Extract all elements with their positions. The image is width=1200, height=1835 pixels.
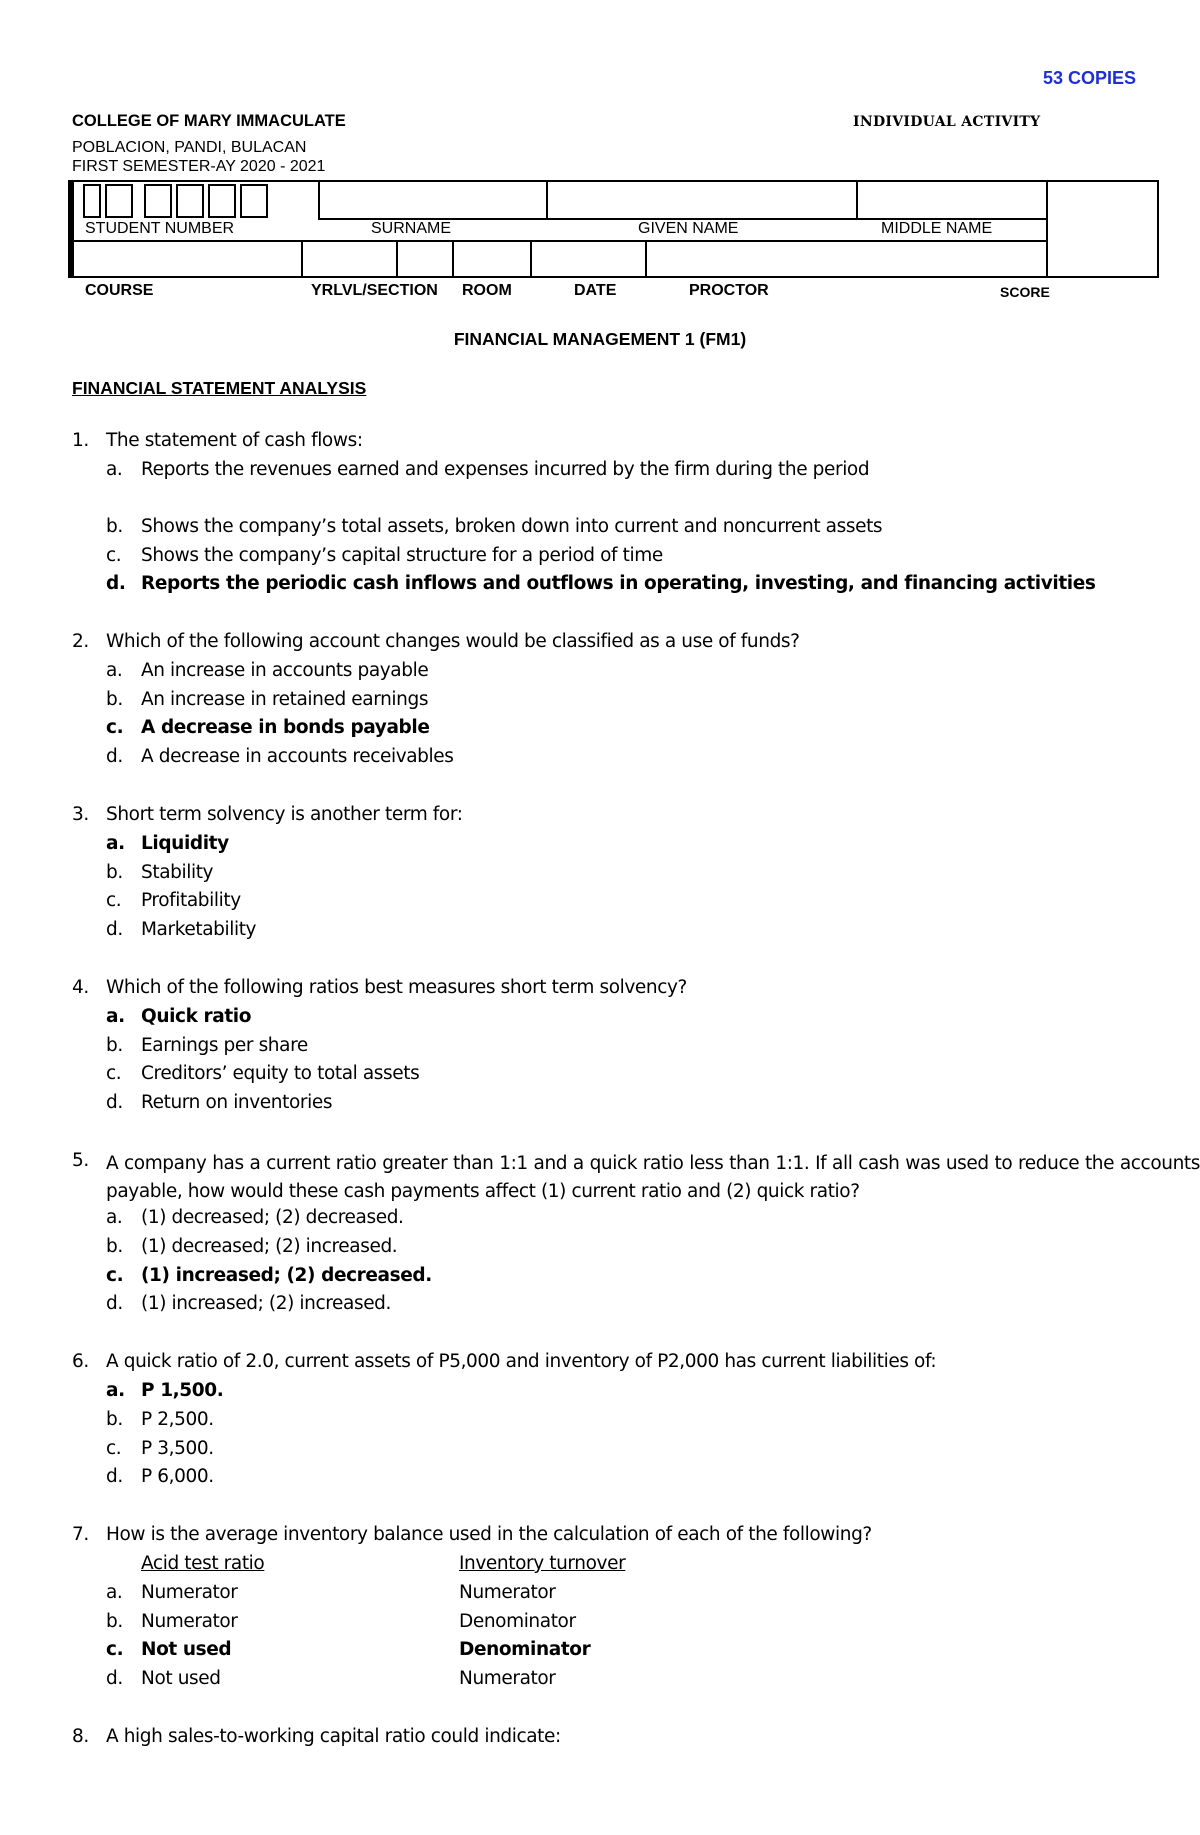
option-text: Numerator	[141, 1611, 238, 1632]
option-text: Not used	[141, 1639, 232, 1660]
middle-name-field-left[interactable]	[856, 182, 858, 219]
question-number: 6.	[72, 1351, 89, 1372]
copies-note: 53 COPIES	[1043, 68, 1137, 88]
question-number: 3.	[72, 804, 89, 825]
room-field-left[interactable]	[452, 240, 454, 276]
option-text: Shows the company’s total assets, broken down into current and noncurrent assets	[141, 516, 883, 537]
option-text: A decrease in bonds payable	[141, 717, 430, 738]
option-letter: a.	[106, 1207, 123, 1228]
question-number: 2.	[72, 631, 89, 652]
question-text: Which of the following account changes would be classified as a use of funds?	[106, 631, 800, 652]
option-text: Return on inventories	[141, 1092, 333, 1113]
option-letter: c.	[106, 890, 122, 911]
option-text: An increase in accounts payable	[141, 660, 429, 681]
option-letter: c.	[106, 1063, 122, 1084]
option-letter: a.	[106, 1582, 123, 1603]
surname-field-left[interactable]	[318, 182, 320, 219]
label-student-number: STUDENT NUMBER	[85, 220, 235, 237]
option-letter: d.	[106, 573, 126, 594]
option-text: Reports the periodic cash inflows and outflows in operating, investing, and financing activities	[141, 573, 1096, 594]
question-number: 8.	[72, 1726, 89, 1747]
student-number-digit-box[interactable]	[105, 184, 133, 218]
label-middle-name: MIDDLE NAME	[881, 220, 993, 237]
option-text: P 2,500.	[141, 1409, 214, 1430]
option-letter: a.	[106, 459, 123, 480]
option-text: Reports the revenues earned and expenses incurred by the firm during the period	[141, 459, 870, 480]
option-text: Creditors’ equity to total assets	[141, 1063, 420, 1084]
student-number-digit-box[interactable]	[208, 184, 236, 218]
question-text: How is the average inventory balance used in the calculation of each of the following?	[106, 1524, 872, 1545]
label-course: COURSE	[85, 282, 154, 299]
question-text: The statement of cash flows:	[106, 430, 363, 451]
option-letter: b.	[106, 1611, 123, 1632]
option-letter: b.	[106, 1236, 123, 1257]
option-text: P 6,000.	[141, 1466, 214, 1487]
option-letter: d.	[106, 1466, 123, 1487]
form-top-border	[68, 180, 1159, 182]
option-text: Liquidity	[141, 833, 229, 854]
option-text: Not used	[141, 1668, 221, 1689]
option-letter: d.	[106, 1293, 123, 1314]
option-text: Earnings per share	[141, 1035, 308, 1056]
option-text: P 1,500.	[141, 1380, 224, 1401]
option-text: Quick ratio	[141, 1006, 252, 1027]
option-letter: a.	[106, 833, 125, 854]
option-text: An increase in retained earnings	[141, 689, 429, 710]
student-number-digit-box[interactable]	[83, 184, 101, 218]
option-letter: b.	[106, 516, 123, 537]
option-text: (1) decreased; (2) decreased.	[141, 1207, 404, 1228]
form-right-border	[1157, 180, 1159, 278]
column-header-inventory-turnover: Inventory turnover	[459, 1553, 626, 1574]
option-text: Profitability	[141, 890, 241, 911]
form-bottom-border	[74, 276, 1159, 278]
option-letter: b.	[106, 689, 123, 710]
question-text: A high sales-to-working capital ratio could indicate:	[106, 1726, 561, 1747]
question-text: Which of the following ratios best measures short term solvency?	[106, 977, 687, 998]
option-text-col2: Numerator	[459, 1582, 556, 1603]
option-letter: a.	[106, 1380, 125, 1401]
student-number-digit-box[interactable]	[176, 184, 204, 218]
option-letter: b.	[106, 1035, 123, 1056]
option-text-col2: Numerator	[459, 1668, 556, 1689]
label-yrlvl-section: YRLVL/SECTION	[311, 282, 438, 299]
option-letter: d.	[106, 919, 123, 940]
section-field-left[interactable]	[396, 240, 398, 276]
given-name-field-left[interactable]	[546, 182, 548, 219]
option-text: (1) increased; (2) decreased.	[141, 1265, 432, 1286]
student-info-form	[68, 180, 1159, 300]
option-letter: c.	[106, 1438, 122, 1459]
score-box-divider	[1046, 180, 1048, 278]
question-text: A company has a current ratio greater than 1:1 and a quick ratio less than 1:1. If all cash was used to reduce the accounts payable, how would these cash payments affect (1) current ratio and (2) quick ratio?	[106, 1153, 1200, 1202]
label-date: DATE	[574, 282, 617, 299]
school-address: POBLACION, PANDI, BULACAN	[72, 139, 307, 156]
question-text: A quick ratio of 2.0, current assets of P5,000 and inventory of P2,000 has current liabilities of:	[106, 1351, 937, 1372]
section-title: FINANCIAL STATEMENT ANALYSIS	[72, 378, 367, 398]
option-letter: a.	[106, 1006, 125, 1027]
question-number: 5.	[72, 1150, 89, 1171]
option-letter: c.	[106, 545, 122, 566]
option-text: Shows the company’s capital structure for a period of time	[141, 545, 663, 566]
date-field-left[interactable]	[530, 240, 532, 276]
label-room: ROOM	[462, 282, 512, 299]
option-letter: c.	[106, 1639, 124, 1660]
option-letter: d.	[106, 1092, 123, 1113]
semester-line: FIRST SEMESTER-AY 2020 - 2021	[72, 158, 326, 175]
option-letter: d.	[106, 1668, 123, 1689]
option-text: (1) decreased; (2) increased.	[141, 1236, 398, 1257]
course-title: FINANCIAL MANAGEMENT 1 (FM1)	[453, 329, 747, 349]
option-letter: d.	[106, 746, 123, 767]
option-text-col2: Denominator	[459, 1639, 591, 1660]
option-letter: a.	[106, 660, 123, 681]
label-score: SCORE	[1000, 284, 1050, 300]
question-number: 7.	[72, 1524, 89, 1545]
proctor-field-left[interactable]	[645, 240, 647, 276]
option-text: Stability	[141, 862, 214, 883]
option-text-col2: Denominator	[459, 1611, 576, 1632]
form-left-bar	[68, 182, 74, 278]
yrlvl-field-left[interactable]	[301, 240, 303, 276]
option-text: (1) increased; (2) increased.	[141, 1293, 392, 1314]
option-letter: c.	[106, 717, 124, 738]
question-number: 4.	[72, 977, 89, 998]
student-number-digit-box[interactable]	[240, 184, 268, 218]
option-text: A decrease in accounts receivables	[141, 746, 454, 767]
label-surname: SURNAME	[371, 220, 452, 237]
column-header-acid-test: Acid test ratio	[141, 1553, 265, 1574]
activity-type: INDIVIDUAL ACTIVITY	[853, 114, 1041, 130]
student-number-digit-box[interactable]	[144, 184, 172, 218]
question-number: 1.	[72, 430, 89, 451]
option-text: Numerator	[141, 1582, 238, 1603]
option-letter: b.	[106, 1409, 123, 1430]
label-proctor: PROCTOR	[689, 282, 769, 299]
option-text: P 3,500.	[141, 1438, 214, 1459]
option-text: Marketability	[141, 919, 257, 940]
label-given-name: GIVEN NAME	[638, 220, 739, 237]
school-name: COLLEGE OF MARY IMMACULATE	[72, 112, 346, 130]
question-text: Short term solvency is another term for:	[106, 804, 463, 825]
option-letter: b.	[106, 862, 123, 883]
option-letter: c.	[106, 1265, 124, 1286]
row2-top-line	[74, 240, 1046, 242]
